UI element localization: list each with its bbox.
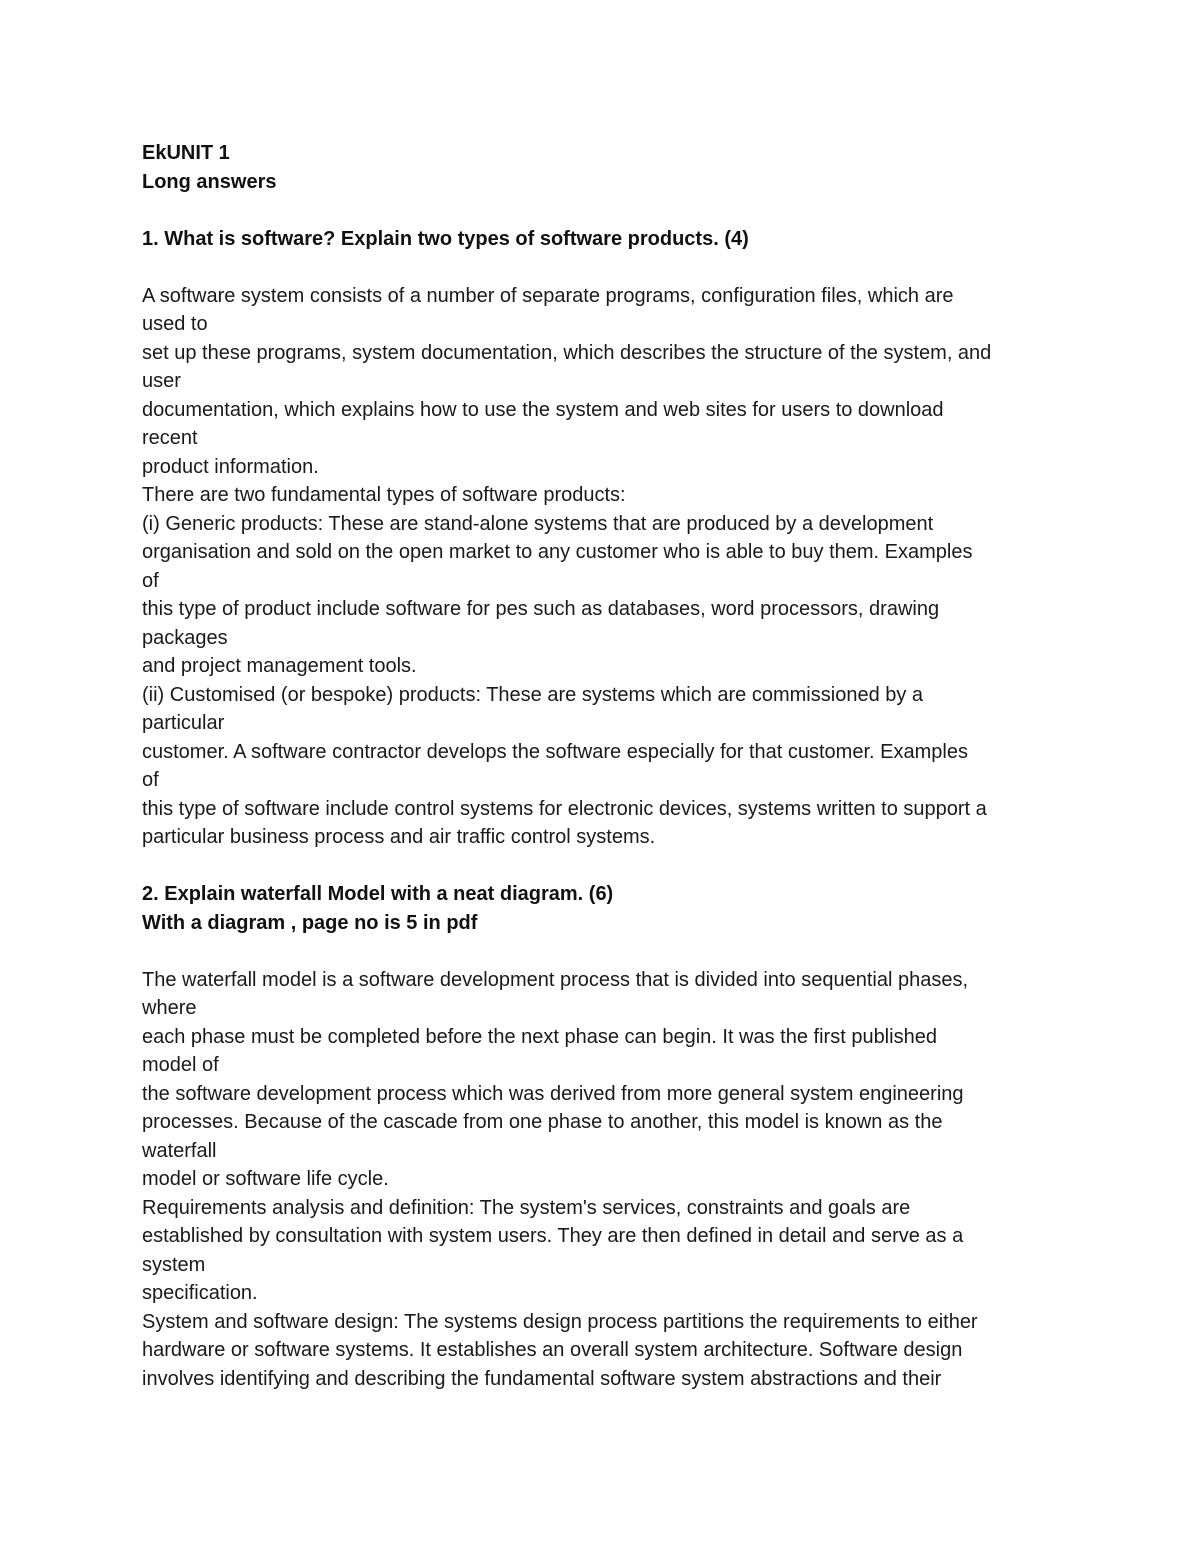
text-line: used to [142,313,208,335]
text-line: organisation and sold on the open market to any customer who is able to buy them. Examples [142,541,973,563]
text-line: established by consultation with system users. They are then defined in detail and serve as a [142,1225,964,1247]
text-line: product information. [142,455,319,478]
text-line: (ii) Customised (or bespoke) products: These are systems which are commissioned by a [142,683,924,706]
text-line: and project management tools. [142,655,417,677]
text-line: involves identifying and describing the fundamental software system abstractions and their [142,1367,942,1390]
spacer [142,852,1102,881]
question-2-note: With a diagram , page no is 5 in pdf [142,911,478,934]
text-line: this type of software include control systems for electronic devices, systems written to support a [142,797,987,820]
text-line: of [142,769,159,791]
text-line: waterfall [142,1139,217,1162]
text-line: recent [142,427,198,449]
text-line: hardware or software systems. It establishes an overall system architecture. Software design [142,1339,963,1361]
text-line: A software system consists of a number of separate programs, configuration files, which are [142,284,954,307]
text-line: set up these programs, system documentation, which describes the structure of the system, and [142,341,992,364]
spacer [142,196,1102,225]
text-line: of [142,569,159,592]
text-line: this type of product include software for pes such as databases, word processors, drawing [142,598,940,620]
text-line: processes. Because of the cascade from one phase to another, this model is known as the [142,1111,943,1133]
text-line: particular [142,712,225,734]
answer-2-body [142,966,1102,1394]
text-line: the software development process which was derived from more general system engineering [142,1082,964,1105]
text-line: model of [142,1054,219,1076]
answer-1-body [142,282,1102,852]
question-2-heading: 2. Explain waterfall Model with a neat diagram. (6) [142,883,614,905]
text-line: Requirements analysis and definition: The system's services, constraints and goals are [142,1196,911,1219]
text-line: particular business process and air traffic control systems. [142,826,656,848]
spacer [142,937,1102,966]
text-line: system [142,1253,206,1276]
text-line: specification. [142,1282,258,1304]
text-line: The waterfall model is a software development process that is divided into sequential phases, [142,968,969,991]
document-subtitle: Long answers [142,170,277,193]
text-line: customer. A software contractor develops the software especially for that customer. Examples [142,740,968,763]
text-line: user [142,370,181,392]
spacer [142,253,1102,282]
text-line: model or software life cycle. [142,1168,389,1190]
text-line: packages [142,626,228,649]
document-title: EkUNIT 1 [142,142,230,164]
question-1-heading: 1. What is software? Explain two types of software products. (4) [142,227,749,250]
text-line: There are two fundamental types of software products: [142,484,626,506]
text-line: each phase must be completed before the next phase can begin. It was the first published [142,1025,937,1048]
document-page [142,139,1102,1393]
text-line: (i) Generic products: These are stand-alone systems that are produced by a development [142,512,934,535]
text-line: System and software design: The systems design process partitions the requirements to either [142,1310,978,1333]
text-line: where [142,997,197,1019]
text-line: documentation, which explains how to use the system and web sites for users to download [142,398,944,421]
